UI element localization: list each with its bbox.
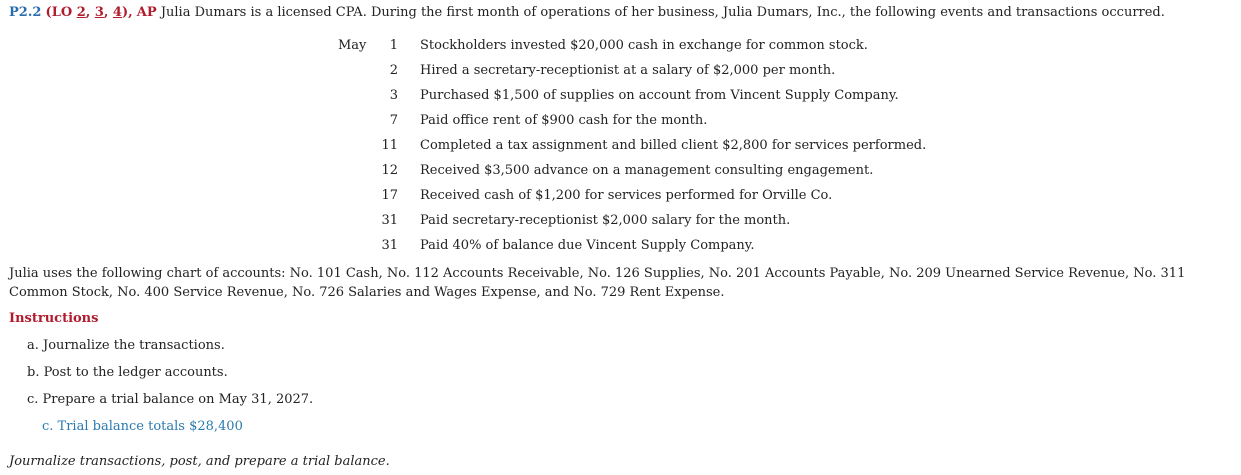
instructions-list xyxy=(27,338,313,446)
instruction-a: a. Journalize the transactions. xyxy=(27,338,225,353)
event-month xyxy=(330,183,372,208)
instruction-c-hint: c. Trial balance totals $28,400 xyxy=(42,419,243,434)
event-row xyxy=(330,208,926,233)
event-description: Stockholders invested $20,000 cash in exchange for common stock. xyxy=(420,37,868,53)
event-row xyxy=(330,58,926,83)
instruction-b: b. Post to the ledger accounts. xyxy=(27,365,228,380)
chart-of-accounts-text: Julia uses the following chart of accounts: No. 101 Cash, No. 112 Accounts Receivable, No. 126 Supplies, No. 201 Accounts Payable, No. 209 Unearned Service Revenue, No. 311 Common Stock, No. 400 Service Revenue, No. 726 Salaries and Wages Expense, and No. 729 Rent Expense. xyxy=(9,266,1186,300)
event-row xyxy=(330,158,926,183)
lo-link-4[interactable]: 4 xyxy=(112,5,122,20)
lo-link-3[interactable]: 3 xyxy=(94,5,104,20)
event-row xyxy=(330,108,926,133)
event-description: Paid secretary-receptionist $2,000 salary for the month. xyxy=(420,212,791,228)
event-month xyxy=(330,233,372,258)
event-row xyxy=(330,233,926,258)
event-month xyxy=(330,58,372,83)
event-day: 31 xyxy=(381,212,398,228)
events-table xyxy=(330,33,926,258)
event-day: 11 xyxy=(381,137,398,153)
event-month xyxy=(330,133,372,158)
instructions-heading: Instructions xyxy=(9,311,99,326)
event-description: Paid office rent of $900 cash for the month. xyxy=(420,112,708,128)
event-day: 31 xyxy=(381,237,398,253)
problem-id: P2.2 xyxy=(9,5,42,20)
ap-label: AP xyxy=(136,5,157,20)
event-day: 17 xyxy=(381,187,398,203)
event-month xyxy=(330,108,372,133)
event-day: 2 xyxy=(389,62,398,78)
final-prompt: Journalize transactions, post, and prepare a trial balance. xyxy=(9,454,390,469)
problem-intro: Julia Dumars is a licensed CPA. During the first month of operations of her business, Julia Dumars, Inc., the following events and transactions occurred. xyxy=(160,5,1165,20)
event-description: Received $3,500 advance on a management consulting engagement. xyxy=(420,162,874,178)
event-row xyxy=(330,83,926,108)
event-description: Purchased $1,500 of supplies on account from Vincent Supply Company. xyxy=(420,87,899,103)
event-description: Paid 40% of balance due Vincent Supply Company. xyxy=(420,237,755,253)
event-day: 7 xyxy=(389,112,398,128)
event-description: Hired a secretary-receptionist at a salary of $2,000 per month. xyxy=(420,62,836,78)
event-month xyxy=(330,83,372,108)
event-month: May xyxy=(338,37,367,53)
event-description: Completed a tax assignment and billed client $2,800 for services performed. xyxy=(420,137,927,153)
event-row xyxy=(330,133,926,158)
instruction-c: c. Prepare a trial balance on May 31, 2027. xyxy=(27,392,314,407)
event-row xyxy=(330,183,926,208)
lo-link-2[interactable]: 2 xyxy=(76,5,86,20)
event-row xyxy=(330,33,926,58)
problem-header xyxy=(9,5,1165,21)
event-month xyxy=(330,158,372,183)
event-month xyxy=(330,208,372,233)
event-day: 1 xyxy=(389,37,398,53)
event-description: Received cash of $1,200 for services performed for Orville Co. xyxy=(420,187,833,203)
event-day: 12 xyxy=(381,162,398,178)
learning-objectives: (LO 2, 3, 4), xyxy=(45,5,133,20)
event-day: 3 xyxy=(389,87,398,103)
